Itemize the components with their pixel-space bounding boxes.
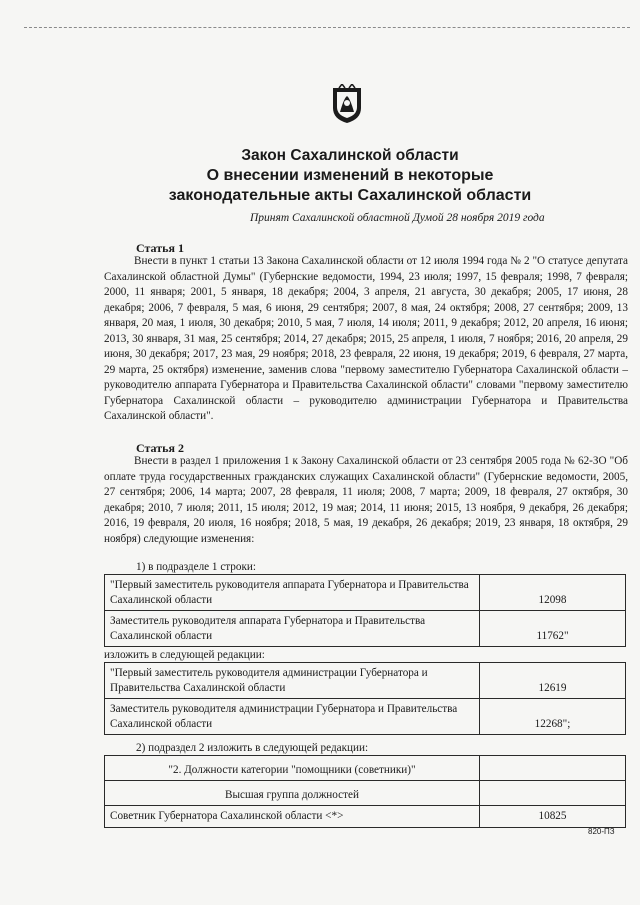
table-row (105, 781, 626, 806)
salary-value: 12098 (480, 575, 626, 611)
empty-cell (480, 781, 626, 806)
table-row (105, 699, 626, 735)
position-name: "Первый заместитель руководителя аппарата Губернатора и Правительства Сахалинской области (105, 575, 480, 611)
salary-value: 12619 (480, 663, 626, 699)
item-1-label: 1) в подразделе 1 строки: (136, 561, 257, 573)
law-subtitle-line-2: законодательные акты Сахалинской области (168, 187, 532, 204)
empty-cell (480, 756, 626, 781)
table-row (105, 806, 626, 828)
group-heading: Высшая группа должностей (105, 781, 480, 806)
article-1-text: Внести в пункт 1 статьи 13 Закона Сахалинской области от 12 июля 1994 года № 2 "О статусе депутата Сахалинской областной Думы" (Губернские ведомости, 1994, 23 июля; 1997, 15 февраля; 1998, 7 февраля; 2000, 11 января; 2001, 5 января, 18 декабря; 2004, 3 апреля, 21 августа, 30 декабря; 2005, 17 июня, 28 декабря; 2006, 7 февраля, 5 мая, 6 июня, 29 сентября; 2007, 8 мая, 24 октября; 2008, 27 сентября; 2009, 13 января, 20 мая, 1 июля, 30 декабря; 2010, 5 мая, 7 июля, 14 июля; 2011, 9 декабря; 2012, 20 апреля, 16 июня; 2013, 30 января, 31 мая, 25 сентября; 2014, 27 декабря; 2015, 25 апреля, 1 июля, 7 ноября; 2016, 20 апреля, 29 июня, 30 декабря; 2017, 23 мая, 29 ноября; 2018, 23 февраля, 22 июня, 19 декабря; 2019, 6 февраля, 27 марта, 29 марта, 25 октября) изменение, заменив слова "первому заместителю Губернатора Сахалинской области – руководителю аппарата Губернатора и Правительства Сахалинской области" словами "первому заместителю Губернатора Сахалинской области – руководителю администрации Губернатора и Правительства Сахалинской области". (104, 255, 628, 422)
table-row (105, 611, 626, 647)
article-1-heading: Статья 1 (136, 241, 184, 255)
replace-label: изложить в следующей редакции: (104, 649, 265, 661)
salary-value: 11762" (480, 611, 626, 647)
law-subtitle-line-1: О внесении изменений в некоторые (206, 167, 494, 184)
category-heading: "2. Должности категории "помощники (советники)" (105, 756, 480, 781)
table-subsection-2 (104, 755, 626, 828)
position-name: Советник Губернатора Сахалинской области <*> (105, 806, 480, 828)
position-name: Заместитель руководителя администрации Губернатора и Правительства Сахалинской области (105, 699, 480, 735)
adoption-date: Принят Сахалинской областной Думой 28 ноября 2019 года (250, 212, 545, 224)
table-row (105, 663, 626, 699)
top-rule (24, 27, 630, 28)
table-row (105, 575, 626, 611)
law-title: Закон Сахалинской области (241, 147, 459, 164)
article-2-text: Внести в раздел 1 приложения 1 к Закону Сахалинской области от 23 сентября 2005 года № 62-ЗО "Об оплате труда государственных гражданских служащих Сахалинской области" (Губернские ведомости, 2005, 27 сентября; 2006, 14 марта; 2007, 28 февраля, 11 июля; 2008, 7 марта; 2009, 18 февраля, 27 октября, 30 декабря; 2010, 7 июля; 2011, 15 июля; 2012, 19 мая; 2014, 11 июня; 2015, 13 ноября, 9 декабря, 26 декабря; 2016, 19 февраля, 20 июля, 16 ноября; 2018, 5 мая, 19 декабря, 26 декабря; 2019, 23 января, 18 октября, 29 ноября) следующие изменения: (104, 455, 628, 545)
position-name: Заместитель руководителя аппарата Губернатора и Правительства Сахалинской области (105, 611, 480, 647)
salary-value: 10825 (480, 806, 626, 828)
table-row (105, 756, 626, 781)
coat-of-arms-icon (330, 84, 364, 124)
item-2-label: 2) подраздел 2 изложить в следующей редакции: (136, 742, 369, 754)
position-name: "Первый заместитель руководителя администрации Губернатора и Правительства Сахалинской области (105, 663, 480, 699)
salary-value: 12268"; (480, 699, 626, 735)
table-new-rows (104, 662, 626, 735)
article-2-heading: Статья 2 (136, 441, 184, 455)
table-old-rows (104, 574, 626, 647)
document-code: 820-ПЗ (588, 827, 615, 836)
